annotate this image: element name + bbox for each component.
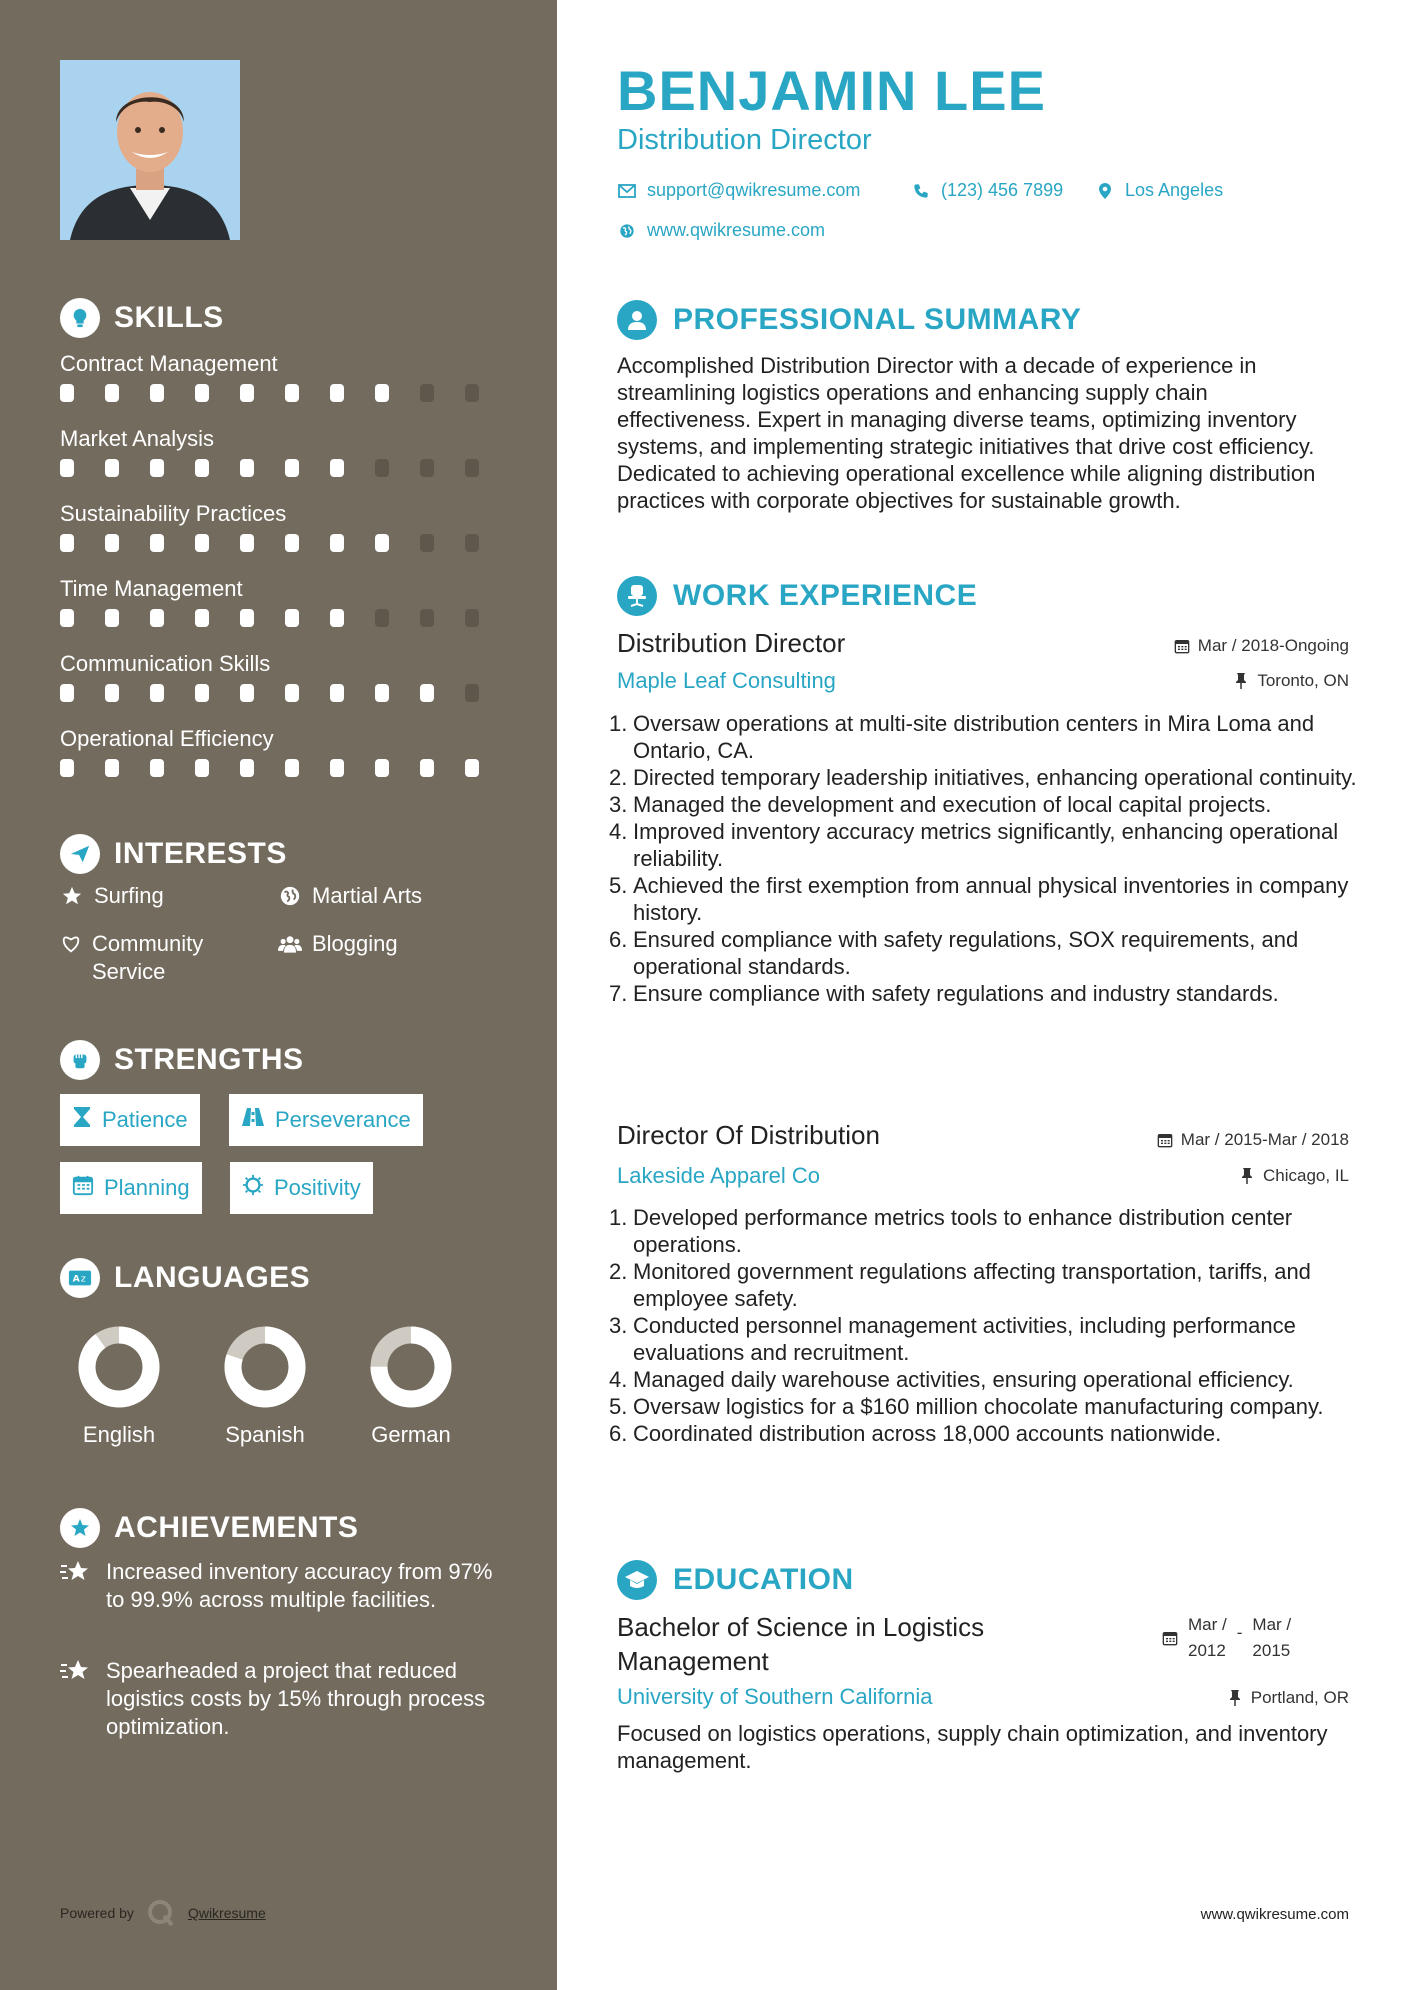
education-start-month: Mar /	[1188, 1615, 1227, 1634]
skill-dot-filled	[150, 609, 164, 627]
skill-dot-filled	[330, 609, 344, 627]
star-burst-icon	[60, 1657, 92, 1741]
achievement-text: Increased inventory accuracy from 97% to 99.9% across multiple facilities.	[106, 1559, 493, 1612]
strength-badge	[230, 1162, 373, 1214]
skill-dot-filled	[240, 759, 254, 777]
experience-heading-text: WORK EXPERIENCE	[673, 579, 978, 612]
job-company: Maple Leaf Consulting	[617, 668, 836, 693]
language-item	[210, 1324, 320, 1448]
education-start	[1188, 1612, 1227, 1664]
job-bullet-text: Coordinated distribution across 18,000 accounts nationwide.	[633, 1421, 1222, 1446]
skill-dot-filled	[375, 759, 389, 777]
skill-rating	[60, 384, 510, 402]
job-bullet: 7. Ensure compliance with safety regulations and industry standards.	[609, 981, 1279, 1006]
translate-icon	[60, 1258, 100, 1298]
skill-dot-filled	[195, 609, 209, 627]
job-bullet-text: Developed performance metrics tools to enhance distribution center operations.	[633, 1205, 1293, 1257]
interest-item	[60, 930, 250, 986]
education-end-month: Mar /	[1252, 1615, 1292, 1634]
skill-dot-filled	[285, 759, 299, 777]
language-item	[64, 1324, 174, 1448]
skill-dot-filled	[60, 759, 74, 777]
footer-url[interactable]: www.qwikresume.com	[1200, 1906, 1349, 1923]
summary-heading	[617, 300, 1081, 340]
strength-label: Positivity	[274, 1175, 361, 1200]
job-bullet-text: Achieved the first exemption from annual physical inventories in company history.	[633, 873, 1349, 925]
skill-rating	[60, 759, 510, 777]
education-start-year: 2012	[1188, 1641, 1226, 1660]
job-bullet-text: Conducted personnel management activities, including performance evaluations and recruitment.	[633, 1313, 1296, 1365]
skill-rating	[60, 459, 510, 477]
language-label: Spanish	[225, 1422, 305, 1447]
skill-dot-empty	[420, 459, 434, 477]
job-bullet: 2. Monitored government regulations affecting transportation, tariffs, and employee safety.	[609, 1258, 1369, 1312]
education-dates	[1162, 1612, 1291, 1664]
users-icon	[278, 930, 302, 958]
experience-heading	[617, 576, 977, 616]
svg-text:A: A	[72, 1273, 80, 1285]
skill-name: Time Management	[60, 576, 243, 601]
sun-icon	[242, 1174, 264, 1202]
skills-heading-text: SKILLS	[114, 301, 224, 334]
calendar-icon	[1157, 1131, 1173, 1149]
strength-badge	[60, 1094, 200, 1146]
skill-dot-filled	[60, 684, 74, 702]
hourglass-icon	[72, 1105, 92, 1135]
job-bullet: 1. Developed performance metrics tools to enhance distribution center operations.	[609, 1204, 1369, 1258]
skill-dot-filled	[195, 534, 209, 552]
skill-dot-filled	[195, 684, 209, 702]
summary-heading-text: PROFESSIONAL SUMMARY	[673, 303, 1082, 336]
skill-dot-filled	[240, 534, 254, 552]
education-location-text: Portland, OR	[1250, 1688, 1349, 1707]
achievement-item	[60, 1657, 500, 1741]
map-pin-icon	[1095, 181, 1115, 201]
strengths-heading	[60, 1040, 304, 1080]
languages-heading	[60, 1258, 310, 1298]
interest-label: Blogging	[312, 931, 398, 956]
email-text: support@qwikresume.com	[647, 180, 861, 200]
language-ring	[368, 1324, 454, 1410]
strengths-heading-text: STRENGTHS	[114, 1043, 304, 1076]
language-item	[356, 1324, 466, 1448]
svg-text:z: z	[80, 1273, 86, 1285]
skill-dot-filled	[285, 459, 299, 477]
pushpin-icon	[1227, 1689, 1243, 1707]
strength-badge	[60, 1162, 202, 1214]
job-bullet-text: Managed the development and execution of local capital projects.	[633, 792, 1272, 817]
skill-dot-filled	[105, 759, 119, 777]
skill-dot-filled	[240, 609, 254, 627]
skill-dot-filled	[105, 684, 119, 702]
qwikresume-link[interactable]: Qwikresume	[187, 1905, 266, 1921]
job-bullets	[609, 1204, 1369, 1447]
job-location-text: Toronto, ON	[1257, 671, 1349, 690]
strength-label: Patience	[102, 1107, 188, 1132]
skill-rating	[60, 609, 510, 627]
skill-dot-filled	[60, 609, 74, 627]
education-end-year: 2015	[1252, 1641, 1291, 1660]
skill-dot-filled	[150, 459, 164, 477]
interest-label: Community Service	[92, 931, 204, 984]
skill-dot-filled	[150, 384, 164, 402]
skill-dot-filled	[105, 384, 119, 402]
star-burst-icon	[60, 1558, 92, 1614]
job-location	[1233, 671, 1349, 691]
interest-label: Surfing	[94, 883, 164, 908]
interest-item	[278, 930, 398, 958]
job-location-text: Chicago, IL	[1263, 1166, 1349, 1185]
paper-plane-icon	[60, 834, 100, 874]
education-heading	[617, 1560, 854, 1600]
language-ring-fill	[87, 1335, 151, 1399]
skill-rating	[60, 534, 510, 552]
job-bullet: 4. Improved inventory accuracy metrics significantly, enhancing operational reliability.	[609, 818, 1369, 872]
globe-icon	[617, 221, 637, 241]
main-content	[557, 0, 1407, 1990]
calendar-icon	[72, 1174, 94, 1202]
skills-heading	[60, 298, 224, 338]
road-icon	[241, 1106, 265, 1134]
globe-icon	[278, 882, 302, 910]
job-dates-text: Mar / 2015-Mar / 2018	[1180, 1130, 1349, 1149]
job-bullet: 5. Oversaw logistics for a $160 million chocolate manufacturing company.	[609, 1394, 1324, 1419]
job-bullet-text: Directed temporary leadership initiatives, enhancing operational continuity.	[633, 765, 1357, 790]
fist-icon	[60, 1040, 100, 1080]
skill-dot-filled	[375, 384, 389, 402]
interests-heading	[60, 834, 287, 874]
interest-item	[60, 882, 164, 910]
job-dates	[1157, 1130, 1349, 1150]
powered-by	[60, 1898, 266, 1928]
skill-dot-filled	[105, 609, 119, 627]
office-chair-icon	[617, 576, 657, 616]
skill-dot-empty	[375, 609, 389, 627]
job-bullet: 3. Managed the development and execution of local capital projects.	[609, 792, 1272, 817]
job-dates	[1174, 636, 1349, 656]
candidate-title: Distribution Director	[617, 124, 872, 156]
skill-dot-empty	[375, 459, 389, 477]
language-ring	[76, 1324, 162, 1410]
candidate-name: BENJAMIN LEE	[617, 59, 1046, 122]
skill-name: Market Analysis	[60, 426, 215, 451]
skill-item	[60, 425, 510, 500]
skill-item	[60, 650, 510, 725]
contact-website[interactable]	[617, 220, 825, 241]
education-degree: Bachelor of Science in Logistics Management	[617, 1612, 985, 1676]
skill-dot-empty	[465, 534, 479, 552]
skill-dot-filled	[60, 384, 74, 402]
contact-phone[interactable]	[911, 180, 1063, 201]
skill-dot-filled	[150, 759, 164, 777]
skill-dot-filled	[285, 384, 299, 402]
website-text: www.qwikresume.com	[647, 220, 826, 240]
skill-dot-filled	[375, 684, 389, 702]
job-role: Director Of Distribution	[617, 1120, 880, 1150]
skill-dot-filled	[150, 684, 164, 702]
skill-item	[60, 725, 510, 800]
education-date-separator: -	[1236, 1623, 1243, 1642]
skill-dot-empty	[465, 459, 479, 477]
skill-dot-filled	[240, 459, 254, 477]
skill-name: Sustainability Practices	[60, 501, 287, 526]
skill-dot-filled	[330, 384, 344, 402]
skill-name: Contract Management	[60, 351, 278, 376]
job-bullet-text: Oversaw logistics for a $160 million chocolate manufacturing company.	[633, 1394, 1324, 1419]
education-heading-text: EDUCATION	[673, 1563, 854, 1596]
job-company: Lakeside Apparel Co	[617, 1163, 821, 1188]
phone-text: (123) 456 7899	[941, 180, 1064, 200]
skill-dot-filled	[60, 534, 74, 552]
star-icon	[60, 882, 84, 910]
skill-rating	[60, 684, 510, 702]
skill-dot-filled	[150, 534, 164, 552]
skill-dot-empty	[420, 384, 434, 402]
skill-dot-empty	[465, 609, 479, 627]
job-bullet-text: Oversaw operations at multi-site distribution centers in Mira Loma and Ontario, CA.	[633, 711, 1315, 763]
education-description: Focused on logistics operations, supply chain optimization, and inventory management.	[617, 1721, 1328, 1773]
skill-dot-filled	[240, 384, 254, 402]
achievements-heading	[60, 1508, 358, 1548]
phone-icon	[911, 181, 931, 201]
skill-dot-filled	[330, 534, 344, 552]
skill-dot-filled	[285, 684, 299, 702]
calendar-icon	[1174, 637, 1190, 655]
skill-dot-filled	[330, 684, 344, 702]
job-bullet-text: Ensure compliance with safety regulations and industry standards.	[633, 981, 1279, 1006]
hands-icon	[60, 930, 82, 958]
job-bullet-text: Ensured compliance with safety regulations, SOX requirements, and operational standards.	[633, 927, 1299, 979]
skill-item	[60, 500, 510, 575]
pushpin-icon	[1239, 1167, 1255, 1185]
skill-item	[60, 350, 510, 425]
skill-dot-empty	[420, 534, 434, 552]
job-bullet: 2. Directed temporary leadership initiatives, enhancing operational continuity.	[609, 765, 1357, 790]
summary-text: Accomplished Distribution Director with a decade of experience in streamlining logistics operations and enhancing supply chain effectiveness. Expert in managing diverse teams, optimizing inventory systems, and implementing strategic initiatives that drive cost efficiency. Dedicated to achieving operational excellence while aligning distribution practices with corporate objectives for sustainable growth.	[617, 353, 1316, 513]
skill-dot-filled	[420, 684, 434, 702]
job-bullet: 3. Conducted personnel management activities, including performance evaluations and recruitment.	[609, 1312, 1369, 1366]
job-bullet: 6. Coordinated distribution across 18,000 accounts nationwide.	[609, 1421, 1222, 1446]
interests-heading-text: INTERESTS	[114, 837, 287, 870]
strength-label: Perseverance	[275, 1107, 411, 1132]
achievement-text: Spearheaded a project that reduced logistics costs by 15% through process optimization.	[106, 1658, 486, 1739]
lightbulb-icon	[60, 298, 100, 338]
strength-label: Planning	[104, 1175, 190, 1200]
interest-label: Martial Arts	[312, 883, 423, 908]
language-ring	[222, 1324, 308, 1410]
powered-by-text: Powered by	[60, 1905, 134, 1921]
skill-dot-filled	[285, 534, 299, 552]
skill-dot-filled	[375, 534, 389, 552]
skill-dot-filled	[330, 759, 344, 777]
skill-dot-empty	[465, 684, 479, 702]
envelope-icon	[617, 181, 637, 201]
skill-dot-filled	[465, 759, 479, 777]
education-location	[1227, 1688, 1349, 1708]
education-end	[1252, 1612, 1291, 1664]
profile-photo	[60, 60, 240, 240]
language-label: English	[82, 1422, 156, 1447]
graduation-cap-icon	[617, 1560, 657, 1600]
skill-item	[60, 575, 510, 650]
skill-dot-filled	[195, 459, 209, 477]
job-dates-text: Mar / 2018-Ongoing	[1197, 636, 1349, 655]
job-bullets	[609, 710, 1369, 1007]
award-star-icon	[60, 1508, 100, 1548]
job-bullet: 1. Oversaw operations at multi-site distribution centers in Mira Loma and Ontario, CA.	[609, 710, 1369, 764]
skill-name: Operational Efficiency	[60, 726, 274, 751]
location-text: Los Angeles	[1125, 180, 1224, 200]
sidebar	[0, 0, 557, 1990]
strength-badge	[229, 1094, 423, 1146]
user-icon	[617, 300, 657, 340]
contact-email[interactable]	[617, 180, 860, 201]
interest-item	[278, 882, 422, 910]
skill-dot-filled	[105, 459, 119, 477]
skill-dot-filled	[195, 384, 209, 402]
skill-dot-filled	[240, 684, 254, 702]
job-bullet-text: Monitored government regulations affecting transportation, tariffs, and employee safety.	[633, 1259, 1311, 1311]
pushpin-icon	[1233, 672, 1249, 690]
skill-dot-filled	[420, 759, 434, 777]
qwikresume-logo-icon	[146, 1898, 176, 1928]
job-role: Distribution Director	[617, 628, 846, 658]
skill-dot-filled	[60, 459, 74, 477]
job-location	[1239, 1166, 1349, 1186]
achievements-heading-text: ACHIEVEMENTS	[114, 1511, 359, 1544]
job-bullet: 5. Achieved the first exemption from annual physical inventories in company history.	[609, 872, 1369, 926]
skill-dot-filled	[195, 759, 209, 777]
achievement-item	[60, 1558, 500, 1614]
skill-dot-filled	[330, 459, 344, 477]
job-bullet-text: Managed daily warehouse activities, ensuring operational efficiency.	[633, 1367, 1294, 1392]
education-school: University of Southern California	[617, 1684, 933, 1709]
skill-dot-filled	[105, 534, 119, 552]
skill-name: Communication Skills	[60, 651, 271, 676]
skills-list	[60, 350, 510, 800]
job-bullet: 4. Managed daily warehouse activities, ensuring operational efficiency.	[609, 1367, 1294, 1392]
calendar-icon	[1162, 1612, 1178, 1664]
contact-location	[1095, 180, 1223, 201]
skill-dot-filled	[285, 609, 299, 627]
profile-photo-illustration	[60, 60, 240, 240]
skill-dot-empty	[420, 609, 434, 627]
language-label: German	[371, 1422, 451, 1447]
job-bullet-text: Improved inventory accuracy metrics significantly, enhancing operational reliability.	[633, 819, 1339, 871]
languages-heading-text: LANGUAGES	[114, 1261, 311, 1294]
job-bullet: 6. Ensured compliance with safety regulations, SOX requirements, and operational standards.	[609, 926, 1369, 980]
skill-dot-empty	[465, 384, 479, 402]
